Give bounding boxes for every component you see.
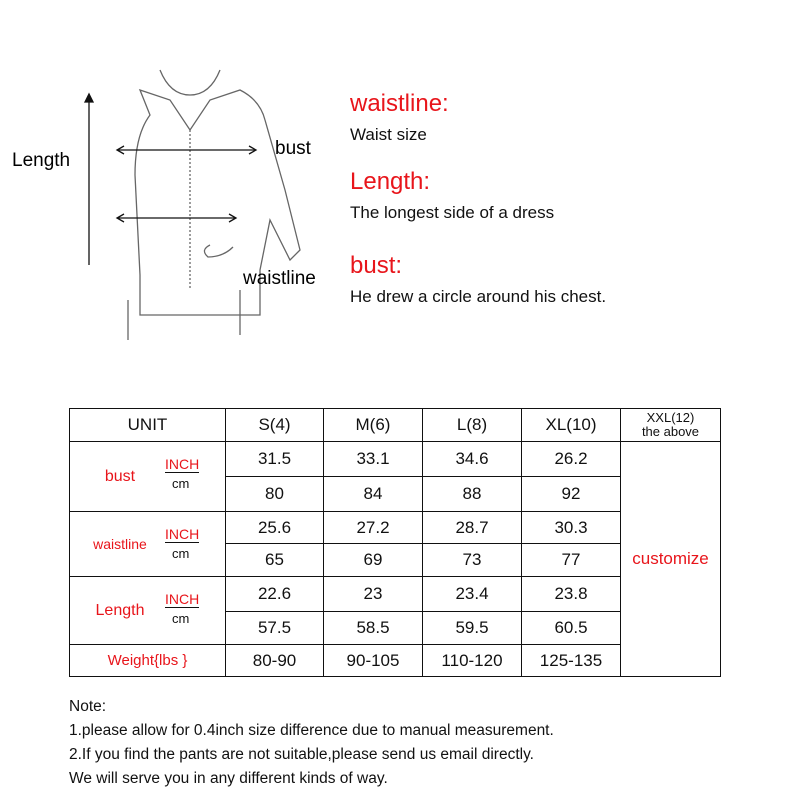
cell: 28.7	[423, 512, 522, 544]
cell: 23	[324, 577, 423, 612]
header-xxl-note: the above	[641, 424, 700, 439]
cell: 34.6	[423, 442, 522, 477]
cell: 58.5	[324, 612, 423, 645]
cell: 65	[226, 544, 324, 577]
cell: 80	[226, 477, 324, 512]
header-m: M(6)	[324, 409, 423, 442]
row-label-length	[70, 577, 226, 645]
cell: 30.3	[522, 512, 621, 544]
header-l: L(8)	[423, 409, 522, 442]
cell: 84	[324, 477, 423, 512]
cell: 77	[522, 544, 621, 577]
cell: 33.1	[324, 442, 423, 477]
table-row	[70, 442, 721, 477]
row-label: Length	[95, 601, 145, 619]
note-line-1: 1.please allow for 0.4inch size difference due to manual measurement.	[69, 722, 554, 739]
cm-unit: cm	[172, 476, 190, 491]
cell: 26.2	[522, 442, 621, 477]
cell: 57.5	[226, 612, 324, 645]
header-xxl-size: XXL(12)	[646, 410, 695, 425]
length-label: Length	[12, 150, 71, 171]
def-term-waistline: waistline:	[350, 90, 449, 117]
row-label: bust	[104, 467, 136, 485]
inch-unit: INCH	[165, 591, 200, 607]
cell: 31.5	[226, 442, 324, 477]
header-xl: XL(10)	[522, 409, 621, 442]
def-term-bust: bust:	[350, 252, 403, 279]
cell: 25.6	[226, 512, 324, 544]
cell: 22.6	[226, 577, 324, 612]
size-table	[69, 408, 721, 677]
customize-cell: customize	[621, 442, 721, 677]
note-line-3: We will serve you in any different kinds of way.	[69, 770, 388, 787]
row-label: waistline	[93, 536, 147, 552]
cm-unit: cm	[172, 611, 190, 626]
def-desc-waistline: Waist size	[350, 125, 427, 144]
cell: 23.4	[423, 577, 522, 612]
cell: 92	[522, 477, 621, 512]
jacket-illustration	[80, 60, 340, 340]
def-term-length: Length:	[350, 168, 431, 195]
cell: 73	[423, 544, 522, 577]
cell: 59.5	[423, 612, 522, 645]
cell: 125-135	[522, 645, 621, 677]
cell: 69	[324, 544, 423, 577]
inch-unit: INCH	[165, 526, 200, 542]
def-desc-bust: He drew a circle around his chest.	[350, 287, 607, 306]
cell: 88	[423, 477, 522, 512]
header-xxl	[621, 409, 721, 442]
note-title: Note:	[69, 698, 107, 715]
bust-label: bust	[275, 138, 311, 159]
cell: 110-120	[423, 645, 522, 677]
cm-unit: cm	[172, 546, 190, 561]
cell: 90-105	[324, 645, 423, 677]
table-header-row	[70, 409, 721, 442]
header-s: S(4)	[226, 409, 324, 442]
row-label-weight: Weight{lbs }	[70, 645, 226, 677]
waistline-label: waistline	[243, 268, 316, 289]
row-label-waistline	[70, 512, 226, 577]
cell: 80-90	[226, 645, 324, 677]
inch-unit: INCH	[165, 456, 200, 472]
cell: 60.5	[522, 612, 621, 645]
note-line-2: 2.If you find the pants are not suitable,please send us email directly.	[69, 746, 534, 763]
header-unit: UNIT	[70, 409, 226, 442]
cell: 23.8	[522, 577, 621, 612]
row-label-bust	[70, 442, 226, 512]
def-desc-length: The longest side of a dress	[350, 203, 555, 222]
cell: 27.2	[324, 512, 423, 544]
